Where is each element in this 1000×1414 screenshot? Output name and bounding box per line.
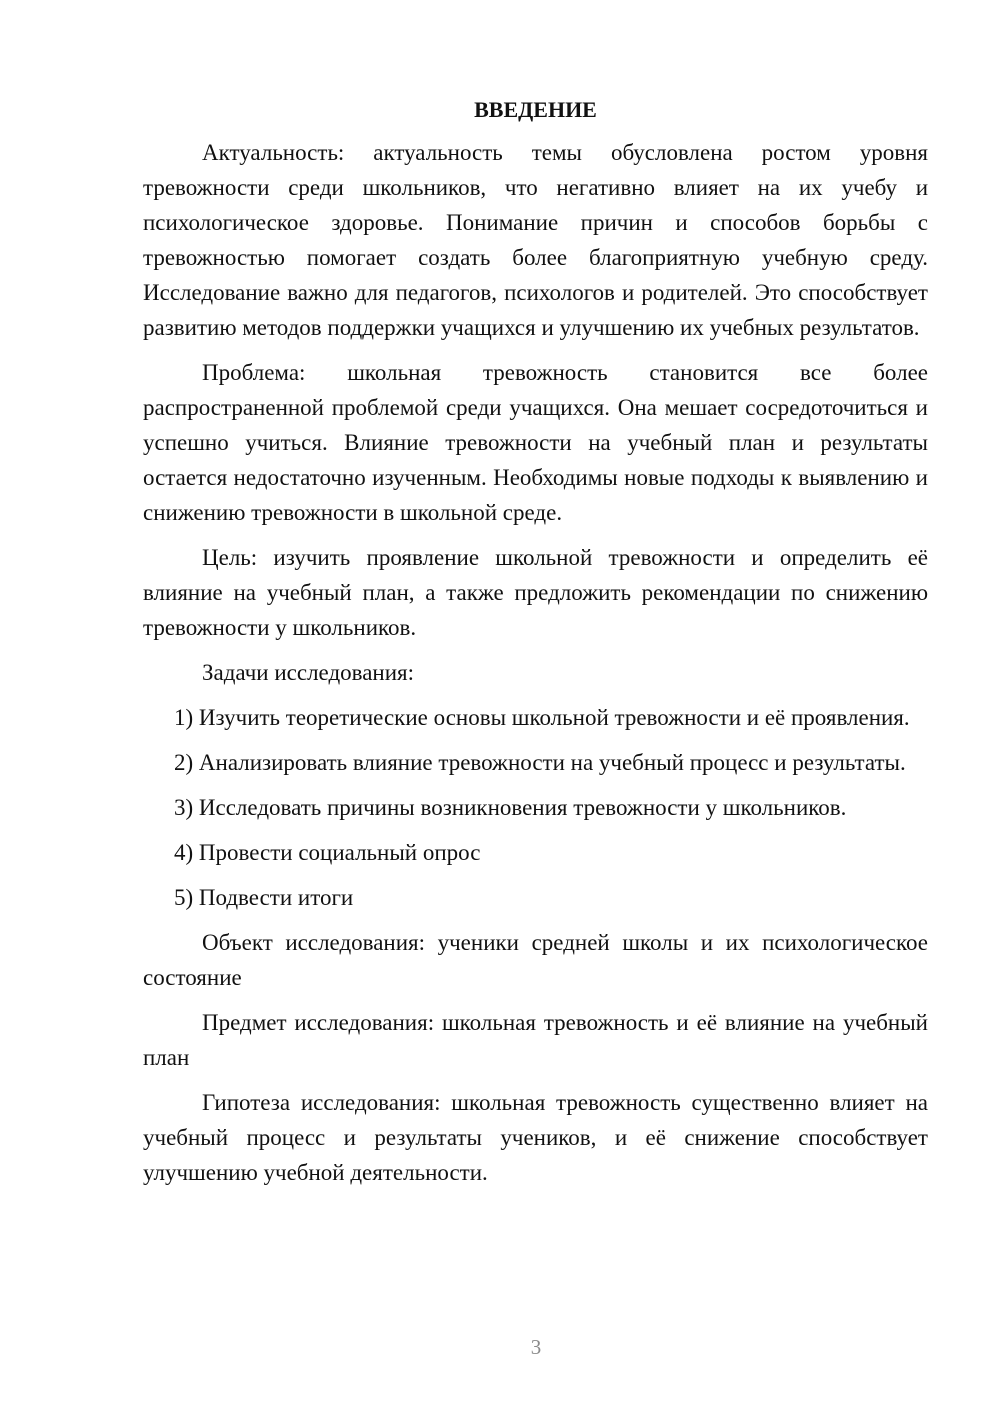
hypothesis-paragraph: Гипотеза исследования: школьная тревожность существенно влияет на учебный процесс и результаты учеников, и её снижение способствует улучшению учебной деятельности. (143, 1090, 928, 1185)
relevance-paragraph: Актуальность: актуальность темы обусловлена ростом уровня тревожности среди школьников, что негативно влияет на их учебу и психологическое здоровье. Понимание причин и способов борьбы с тревожностью помогает создать более благоприятную учебную среду. Исследование важно для педагогов, психологов и родителей. Это способствует развитию методов поддержки учащихся и улучшению их учебных результатов. (143, 140, 928, 340)
task-item-4: 4) Провести социальный опрос (174, 840, 481, 865)
tasks-heading: Задачи исследования: (202, 660, 415, 685)
problem-paragraph: Проблема: школьная тревожность становится все более распространенной проблемой среди учащихся. Она мешает сосредоточиться и успешно учиться. Влияние тревожности на учебный план и результаты остается недостаточно изученным. Необходимы новые подходы к выявлению и снижению тревожности в школьной среде. (143, 360, 928, 525)
page-content (143, 95, 928, 1200)
task-item-5: 5) Подвести итоги (174, 885, 354, 910)
object-paragraph: Объект исследования: ученики средней школы и их психологическое состояние (143, 930, 928, 990)
goal-paragraph: Цель: изучить проявление школьной тревожности и определить её влияние на учебный план, а также предложить рекомендации по снижению тревожности у школьников. (143, 545, 928, 640)
task-item-1: 1) Изучить теоретические основы школьной тревожности и её проявления. (174, 705, 910, 730)
task-item-3: 3) Исследовать причины возникновения тревожности у школьников. (174, 795, 847, 820)
page-number: 3 (530, 1335, 542, 1359)
subject-paragraph: Предмет исследования: школьная тревожность и её влияние на учебный план (143, 1010, 928, 1070)
page-title: ВВЕДЕНИЕ (474, 97, 597, 122)
task-item-2: 2) Анализировать влияние тревожности на учебный процесс и результаты. (174, 750, 906, 775)
